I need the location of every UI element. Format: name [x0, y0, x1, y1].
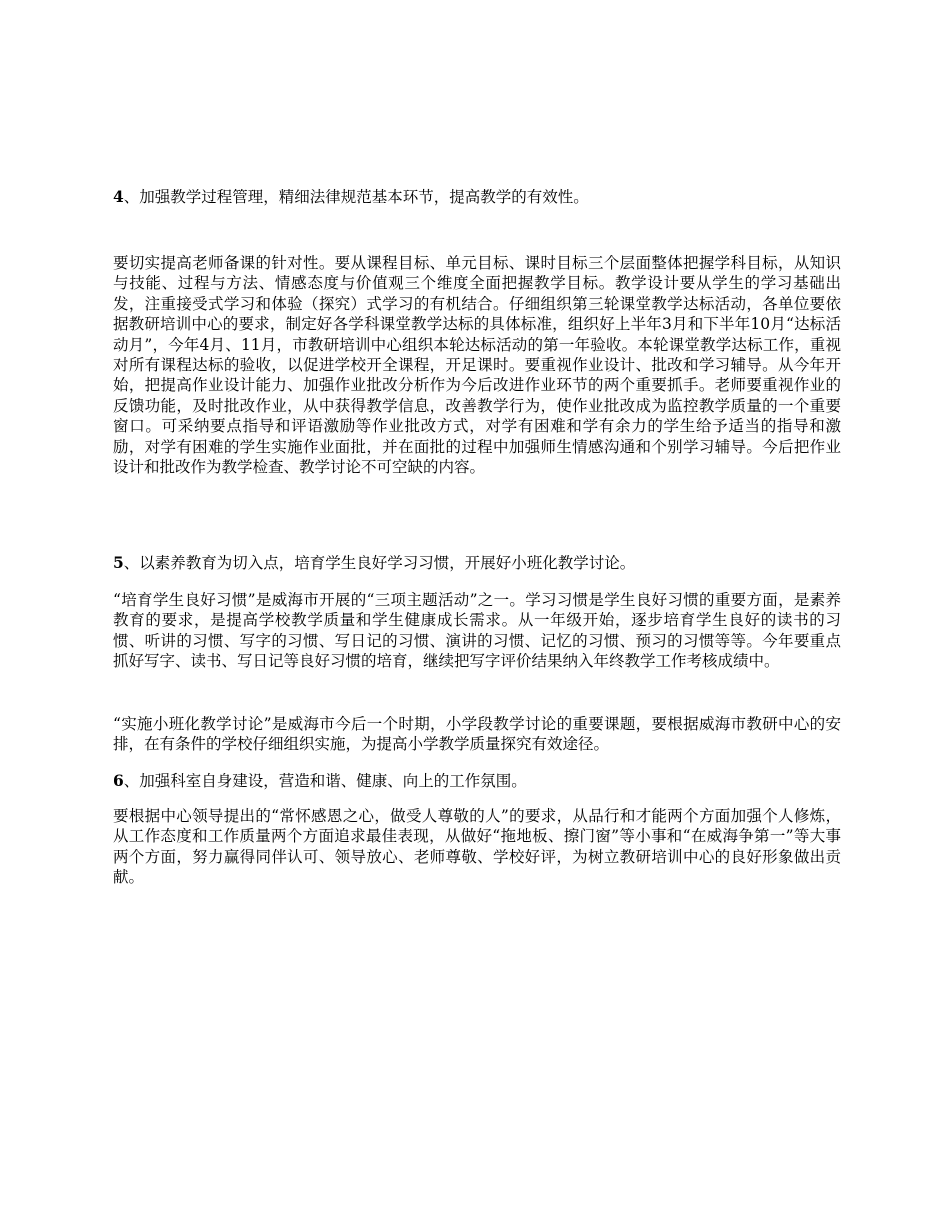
section-4-paragraph: 要切实提高老师备课的针对性。要从课程目标、单元目标、课时目标三个层面整体把握学科目标，从知识与技能、过程与方法、情感态度与价值观三个维度全面把握教学目标。教学设计要从学生的学习基础出发，注重接受式学习和体验（探究）式学习的有机结合。仔细组织第三轮课堂教学达标活动，各单位要依据教研培训中心的要求，制定好各学科课堂教学达标的具体标准，组织好上半年3月和下半年10月“达标活动月”，今年4月、11月，市教研培训中心组织本轮达标活动的第一年验收。本轮课堂教学达标工作，重视对所有课程达标的验收，以促进学校开全课程，开足课时。要重视作业设计、批改和学习辅导。从今年开始，把提高作业设计能力、加强作业批改分析作为今后改进作业环节的两个重要抓手。老师要重视作业的反馈功能，及时批改作业，从中获得教学信息，改善教学行为，使作业批改成为监控教学质量的一个重要窗口。可采纳要点指导和评语激励等作业批改方式，对学有困难和学有余力的学生给予适当的指导和激励，对学有困难的学生实施作业面批，并在面批的过程中加强师生情感沟通和个别学习辅导。今后把作业设计和批改作为教学检查、教学讨论不可空缺的内容。: [113, 254, 841, 477]
section-4-number: 4: [113, 187, 124, 206]
section-5-paragraph-2: “实施小班化教学讨论”是威海市今后一个时期，小学段教学讨论的重要课题，要根据威海市教研中心的安排，在有条件的学校仔细组织实施，为提高小学教学质量探究有效途径。: [113, 715, 841, 754]
section-5-paragraph-1: “培育学生良好习惯”是威海市开展的“三项主题活动”之一。学习习惯是学生良好习惯的重要方面，是素养教育的要求，是提高学校教学质量和学生健康成长需求。从一年级开始，逐步培育学生良好的读书的习惯、听讲的习惯、写字的习惯、写日记的习惯、演讲的习惯、记忆的习惯、预习的习惯等等。今年要重点抓好写字、读书、写日记等良好习惯的培育，继续把写字评价结果纳入年终教学工作考核成绩中。: [113, 591, 841, 671]
section-6-paragraph: 要根据中心领导提出的“常怀感恩之心，做受人尊敬的人”的要求，从品行和才能两个方面加强个人修炼，从工作态度和工作质量两个方面追求最佳表现，从做好“拖地板、擦门窗”等小事和“在威海争第一”等大事两个方面，努力赢得同伴认可、领导放心、老师尊敬、学校好评，为树立教研培训中心的良好形象做出贡献。: [113, 807, 841, 887]
section-5-heading-text: 、以素养教育为切入点，培育学生良好学习习惯，开展好小班化教学讨论。: [123, 554, 636, 572]
section-6-number: 6: [113, 771, 124, 790]
section-4-heading: [113, 186, 589, 208]
section-4-heading-text: 、加强教学过程管理，精细法律规范基本环节，提高教学的有效性。: [123, 188, 589, 206]
section-6-heading-text: 、加强科室自身建设，营造和谐、健康、向上的工作氛围。: [123, 772, 527, 790]
section-6-heading: [113, 770, 527, 792]
section-5-number: 5: [113, 553, 124, 572]
section-5-heading: [113, 552, 635, 574]
